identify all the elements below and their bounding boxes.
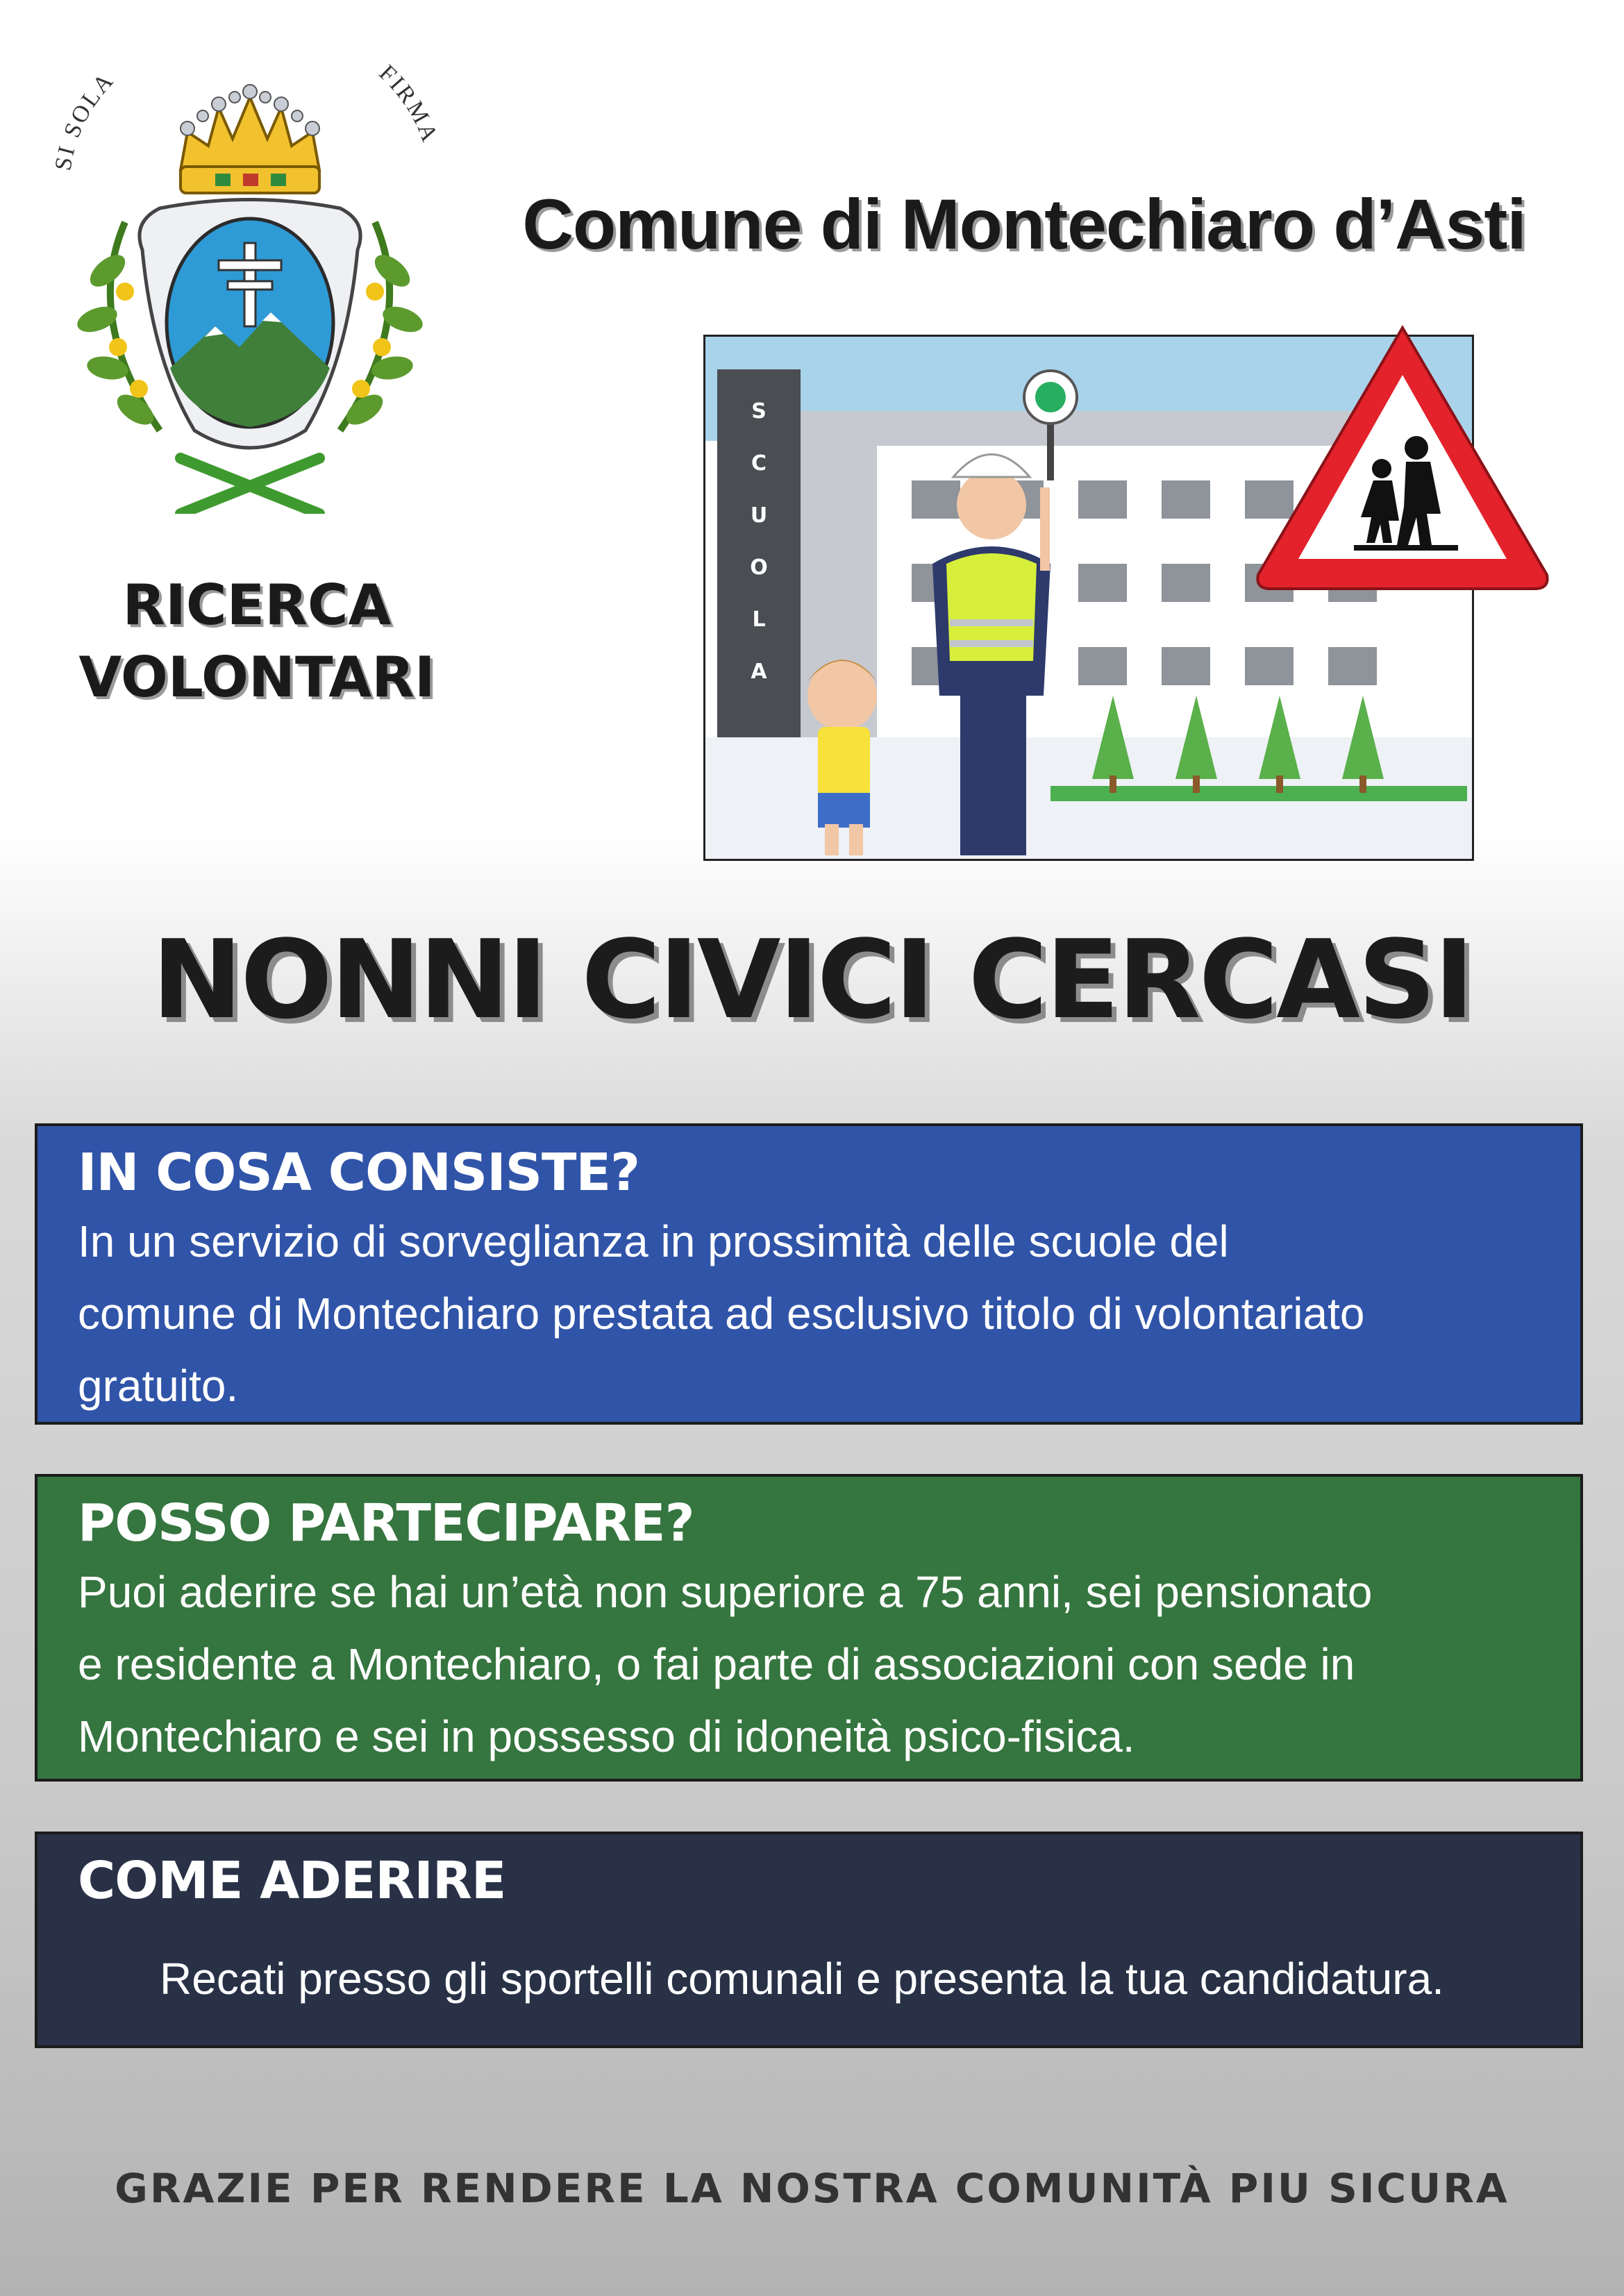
section-text-line: gratuito. bbox=[78, 1361, 239, 1411]
scuola-letter-1: S bbox=[751, 399, 767, 424]
section-come-aderire bbox=[35, 1832, 1583, 2048]
scuola-letter-3: U bbox=[750, 503, 768, 528]
section-text-line: Recati presso gli sportelli comunali e presenta la tua candidatura. bbox=[160, 1954, 1444, 2004]
section-text-line: Puoi aderire se hai un’età non superiore a 75 anni, sei pensionato bbox=[78, 1567, 1373, 1617]
section-posso-partecipare bbox=[35, 1474, 1583, 1782]
scuola-letter-2: C bbox=[751, 451, 767, 476]
section-title: POSSO PARTECIPARE? bbox=[78, 1493, 694, 1553]
child-icon bbox=[807, 660, 877, 855]
crown-icon bbox=[181, 85, 319, 193]
section-title: IN COSA CONSISTE? bbox=[78, 1143, 639, 1203]
section-title: COME ADERIRE bbox=[78, 1851, 506, 1911]
crest-motto-right: FIRMA bbox=[374, 60, 444, 147]
town-title: Comune di Montechiaro d’Asti bbox=[522, 185, 1526, 264]
section-text-line: Montechiaro e sei in possesso di idoneità psico-fisica. bbox=[78, 1711, 1135, 1761]
main-headline: NONNI CIVICI CERCASI bbox=[151, 916, 1473, 1043]
footer-thanks: GRAZIE PER RENDERE LA NOSTRA COMUNITÀ PIU SICURA bbox=[115, 2165, 1509, 2212]
scuola-letter-4: O bbox=[750, 555, 768, 580]
scuola-letter-5: L bbox=[752, 607, 766, 632]
section-text-line: In un servizio di sorveglianza in prossimità delle scuole del bbox=[78, 1216, 1229, 1266]
section-in-cosa-consiste bbox=[35, 1123, 1583, 1425]
town-crest bbox=[42, 42, 458, 514]
school-warning-sign-icon bbox=[1250, 319, 1555, 597]
ricerca-line1: RICERCA bbox=[122, 573, 392, 637]
section-text-line: comune di Montechiaro prestata ad esclusivo titolo di volontariato bbox=[78, 1289, 1365, 1339]
ricerca-line2: VOLONTARI bbox=[78, 645, 435, 710]
scuola-letter-6: A bbox=[751, 660, 767, 684]
svg-text:SI SOLA bbox=[50, 67, 119, 173]
ricerca-volontari-label bbox=[49, 569, 465, 714]
section-text-line: e residente a Montechiaro, o fai parte di associazioni con sede in bbox=[78, 1639, 1355, 1689]
crest-motto-left: SI SOLA bbox=[50, 67, 120, 173]
svg-text:FIRMA bbox=[374, 60, 444, 147]
